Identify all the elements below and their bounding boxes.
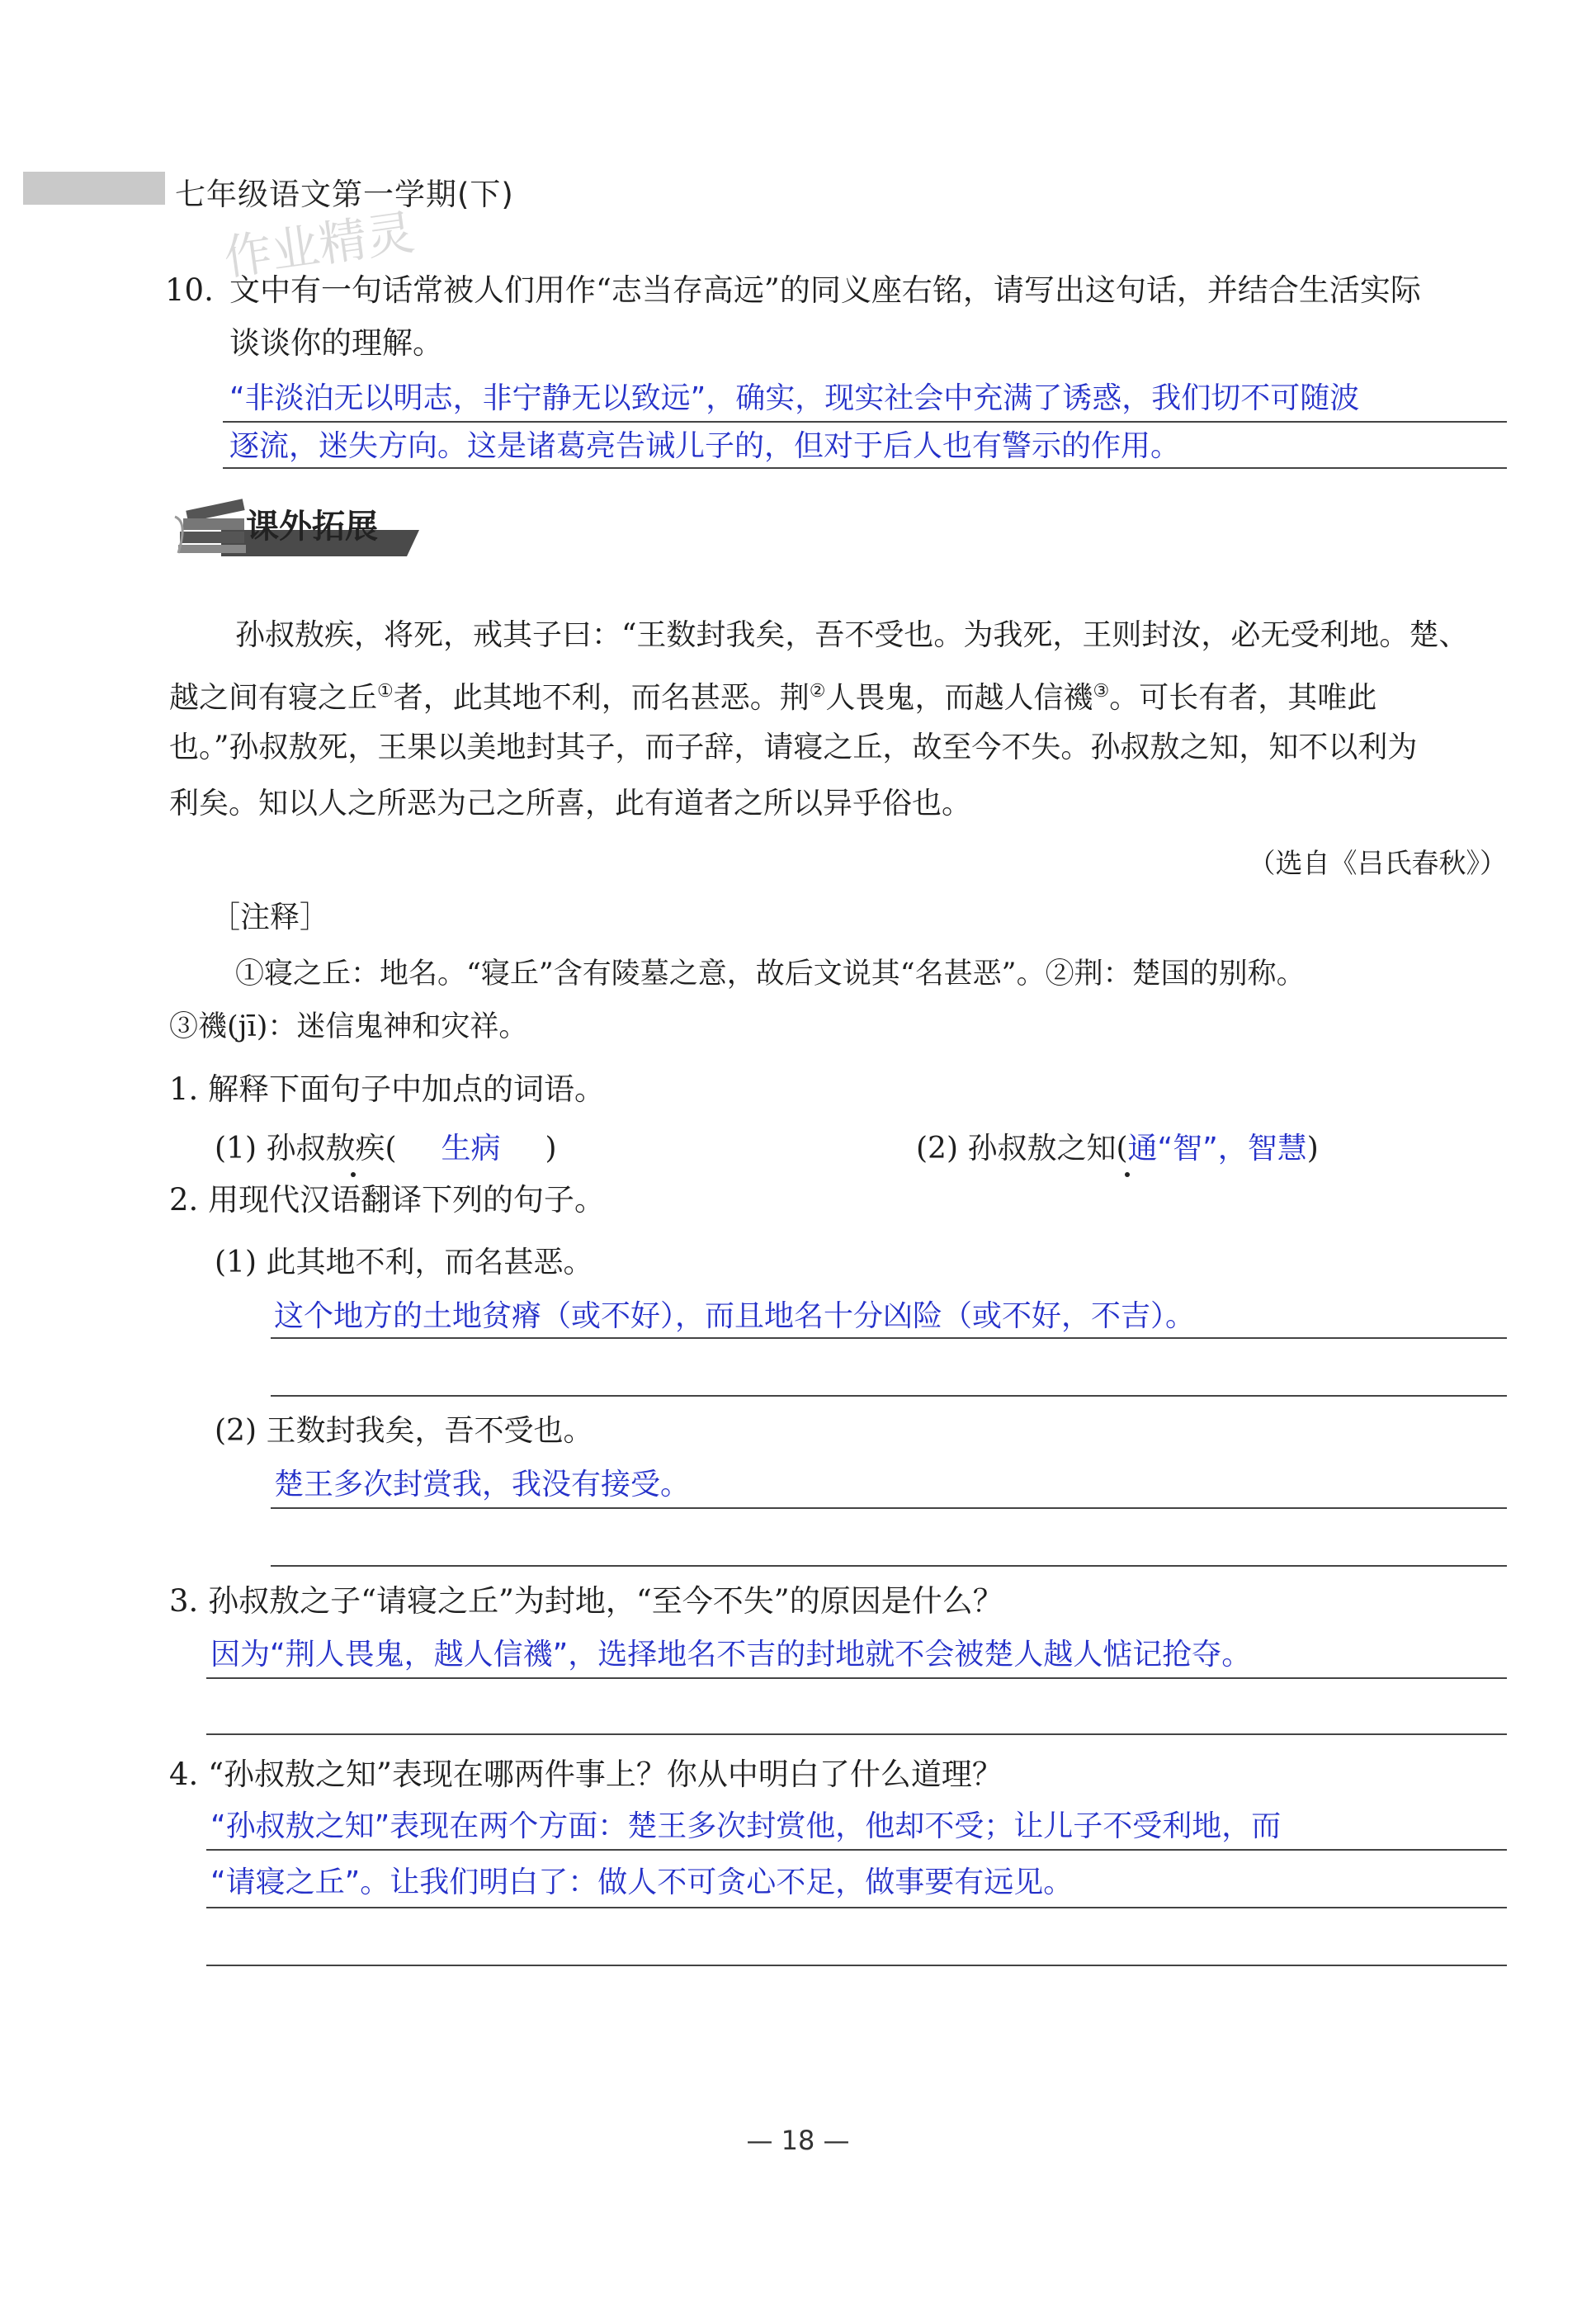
- q1-item2-text: (2) 孙叔敖之知(: [916, 1132, 1128, 1166]
- q1-item1-answer: 生病: [441, 1132, 501, 1166]
- q10-answer-rule2: [223, 467, 1507, 469]
- q4-answer-line2: “请寝之丘”。让我们明白了：做人不可贪心不足，做事要有远见。: [210, 1866, 1074, 1899]
- q1-prompt: 1. 解释下面句子中加点的词语。: [169, 1071, 606, 1107]
- section-title: 课外拓展: [246, 508, 378, 546]
- q4-rule2: [206, 1907, 1507, 1908]
- q2-item1: (1) 此其地不利，而名甚恶。: [215, 1246, 593, 1279]
- q2-item1-rule1: [271, 1337, 1507, 1339]
- footnote-ref-1: ①: [377, 681, 394, 702]
- notes-line1: ①寝之丘：地名。“寝丘”含有陵墓之意，故后文说其“名甚恶”。②荆：楚国的别称。: [235, 958, 1306, 991]
- passage-line2-part2: 者，此其地不利，而名甚恶。荆: [393, 681, 810, 715]
- page-number: — 18 —: [746, 2125, 850, 2156]
- q1-item1: [215, 1124, 557, 1174]
- footnote-ref-3: ③: [1093, 681, 1110, 702]
- passage-line2-part1: 越之间有寝之丘: [169, 681, 378, 715]
- passage-source: （选自《吕氏春秋》）: [1248, 847, 1507, 879]
- notes-line2: ③禨(jī)：迷信鬼神和灾祥。: [169, 1010, 528, 1043]
- q2-item2-answer: 楚王多次封赏我，我没有接受。: [274, 1468, 691, 1501]
- passage-line4: 利矣。知以人之所恶为己之所喜，此有道者之所以异乎俗也。: [169, 787, 972, 820]
- q1-item1-text: (1) 孙叔敖疾(: [215, 1132, 397, 1166]
- q4-prompt: 4. “孙叔敖之知”表现在哪两件事上？你从中明白了什么道理？: [169, 1757, 1003, 1792]
- q10-prompt-line1: 文中有一句话常被人们用作“志当存高远”的同义座右铭，请写出这句话，并结合生活实际: [229, 272, 1421, 308]
- footnote-ref-2: ②: [809, 681, 826, 702]
- q2-item1-answer: 这个地方的土地贫瘠（或不好），而且地名十分凶险（或不好，不吉）。: [274, 1299, 1196, 1333]
- q2-item2-rule2: [271, 1565, 1507, 1567]
- q4-answer-line1: “孙叔敖之知”表现在两个方面：楚王多次封赏他，他却不受；让儿子不受利地，而: [210, 1809, 1282, 1843]
- q1-item2-answer: 通“智”，智慧: [1127, 1132, 1307, 1166]
- q3-answer: 因为“荆人畏鬼，越人信禨”，选择地名不吉的封地就不会被楚人越人惦记抢夺。: [210, 1638, 1252, 1672]
- passage-line3: 也。”孙叔敖死，王果以美地封其子，而子辞，请寝之丘，故至今不失。孙叔敖之知，知不以利为: [169, 731, 1418, 764]
- q3-prompt: 3. 孙叔敖之子“请寝之丘”为封地，“至今不失”的原因是什么？: [169, 1583, 1003, 1619]
- q2-item2: (2) 王数封我矣，吾不受也。: [215, 1414, 593, 1448]
- q4-rule1: [206, 1849, 1507, 1851]
- q4-rule3: [206, 1965, 1507, 1966]
- emphasis-dot: [1125, 1172, 1130, 1177]
- watermark: 作业精灵: [220, 204, 418, 286]
- passage-line2-part3: 人畏鬼，而越人信禨: [825, 681, 1093, 715]
- page-header-title: 七年级语文第一学期(下): [175, 177, 514, 212]
- q2-item2-rule1: [271, 1507, 1507, 1509]
- passage-line2-part4: 。可长有者，其唯此: [1109, 681, 1377, 715]
- passage-line2: [169, 667, 1376, 723]
- q10-prompt-line2: 谈谈你的理解。: [229, 325, 443, 361]
- passage-line1: 孙叔敖疾，将死，戒其子曰：“王数封我矣，吾不受也。为我死，王则封汝，必无受利地。楚、: [235, 618, 1469, 652]
- q3-rule2: [206, 1733, 1507, 1735]
- q2-prompt: 2. 用现代汉语翻译下列的句子。: [169, 1182, 606, 1218]
- q1-item2: [916, 1124, 1319, 1174]
- q10-number: 10.: [165, 272, 214, 308]
- notes-heading: ［注释］: [210, 901, 330, 934]
- emphasis-dot: [351, 1172, 356, 1177]
- q3-rule1: [206, 1677, 1507, 1679]
- q1-item1-close: ): [545, 1132, 557, 1166]
- q1-item2-close: ): [1306, 1132, 1319, 1166]
- q10-answer-line1: “非淡泊无以明志，非宁静无以致远”，确实，现实社会中充满了诱惑，我们切不可随波: [229, 381, 1360, 415]
- q2-item1-rule2: [271, 1395, 1507, 1397]
- q10-answer-line2: 逐流，迷失方向。这是诸葛亮告诫儿子的，但对于后人也有警示的作用。: [229, 429, 1181, 463]
- header-decor-bar: [23, 172, 165, 205]
